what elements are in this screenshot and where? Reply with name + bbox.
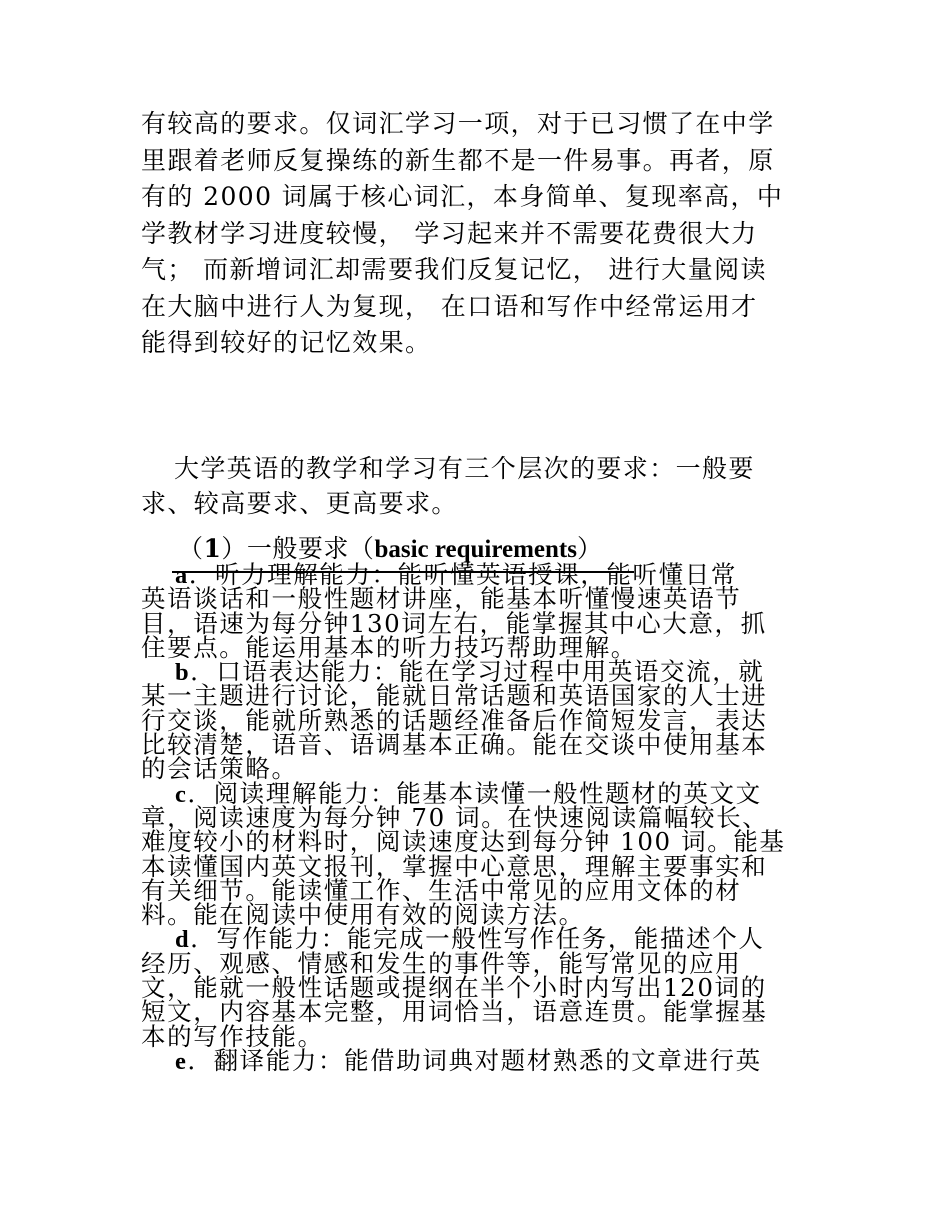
item-key: d (175, 926, 191, 954)
item-key: a (175, 562, 189, 589)
item-text: ．翻译能力：能借助词典对题材熟悉的文章进行英 (187, 1045, 762, 1075)
text-line: 本读懂国内英文报刊，掌握中心意思，理解主要事实和 (141, 851, 768, 881)
item-text: ．阅读理解能力：能基本读懂一般性题材的英文文 (187, 778, 762, 808)
text-line: 在大脑中进行人为复现， 在口语和写作中经常运用才 (141, 291, 758, 321)
heading-close: ） (576, 534, 603, 563)
heading-title-cn: ）一般要求（ (221, 534, 375, 563)
text-line: 气； 而新增词汇却需要我们反复记忆， 进行大量阅读 (141, 255, 767, 284)
text-line: 能得到较好的记忆效果。 (141, 328, 432, 357)
item-key: e (175, 1047, 188, 1075)
text-line: 短文，内容基本完整，用词恰当，语意连贯。能掌握基 (141, 997, 768, 1027)
text-line: 大学英语的教学和学习有三个层次的要求：一般要 (174, 454, 755, 483)
text-line: 难度较小的材料时，阅读速度达到每分钟 100 词。能基 (141, 827, 786, 857)
heading-open: （ (178, 534, 204, 563)
text-line: 求、较高要求、更高要求。 (141, 489, 458, 518)
item-key: b (175, 659, 191, 687)
heading-title-en: basic requirements (374, 536, 577, 563)
text-line: 目，语速为每分钟130词左右，能掌握其中心大意，抓 (141, 608, 767, 638)
text-line: 英语谈话和一般性题材讲座，能基本听懂慢速英语节 (141, 584, 742, 614)
text-line: 住要点。能运用基本的听力技巧帮助理解。 (141, 632, 637, 662)
heading-number: 1 (203, 534, 222, 563)
text-line: 行交谈，能就所熟悉的话题经准备后作简短发言，表达 (141, 705, 768, 735)
text-line: 有较高的要求。仅词汇学习一项，对于已习惯了在中学 (141, 109, 775, 138)
text-line: 文，能就一般性话题或提纲在半个小时内写出120词的 (141, 973, 767, 1003)
levels-paragraph (141, 451, 831, 521)
requirements-list (141, 560, 831, 1075)
text-line: 学教材学习进度较慢， 学习起来并不需要花费很大力 (141, 218, 758, 248)
text-line: 比较清楚，语音、语调基本正确。能在交谈中使用基本 (141, 730, 768, 760)
text-line: 章，阅读速度为每分钟 70 词。在快速阅读篇幅较长、 (141, 802, 769, 832)
text-line: 某一主题进行讨论，能就日常话题和英语国家的人士进 (141, 681, 768, 711)
text-line: 料。能在阅读中使用有效的阅读方法。 (141, 900, 585, 930)
text-line: 本的写作技能。 (141, 1021, 324, 1051)
item-key: c (175, 780, 188, 808)
text-line: 经历、观感、情感和发生的事件等，能写常见的应用 (141, 948, 742, 978)
intro-paragraph (141, 106, 831, 362)
text-line: 有关细节。能读懂工作、生活中常见的应用文体的材 (141, 875, 742, 905)
item-text: ．口语表达能力：能在学习过程中用英语交流，就 (190, 657, 765, 687)
item-text: ．写作能力：能完成一般性写作任务，能描述个人 (190, 924, 765, 954)
requirement-item-e (141, 1045, 831, 1075)
item-text: ．听力理解能力：能听懂英语授课，能听懂日常 (188, 560, 737, 589)
text-line: 的会话策略。 (141, 754, 298, 784)
text-line: 里跟着老师反复操练的新生都不是一件易事。再者，原 (141, 145, 775, 175)
text-line: 有的 2000 词属于核心词汇，本身简单、复现率高，中 (141, 182, 784, 211)
